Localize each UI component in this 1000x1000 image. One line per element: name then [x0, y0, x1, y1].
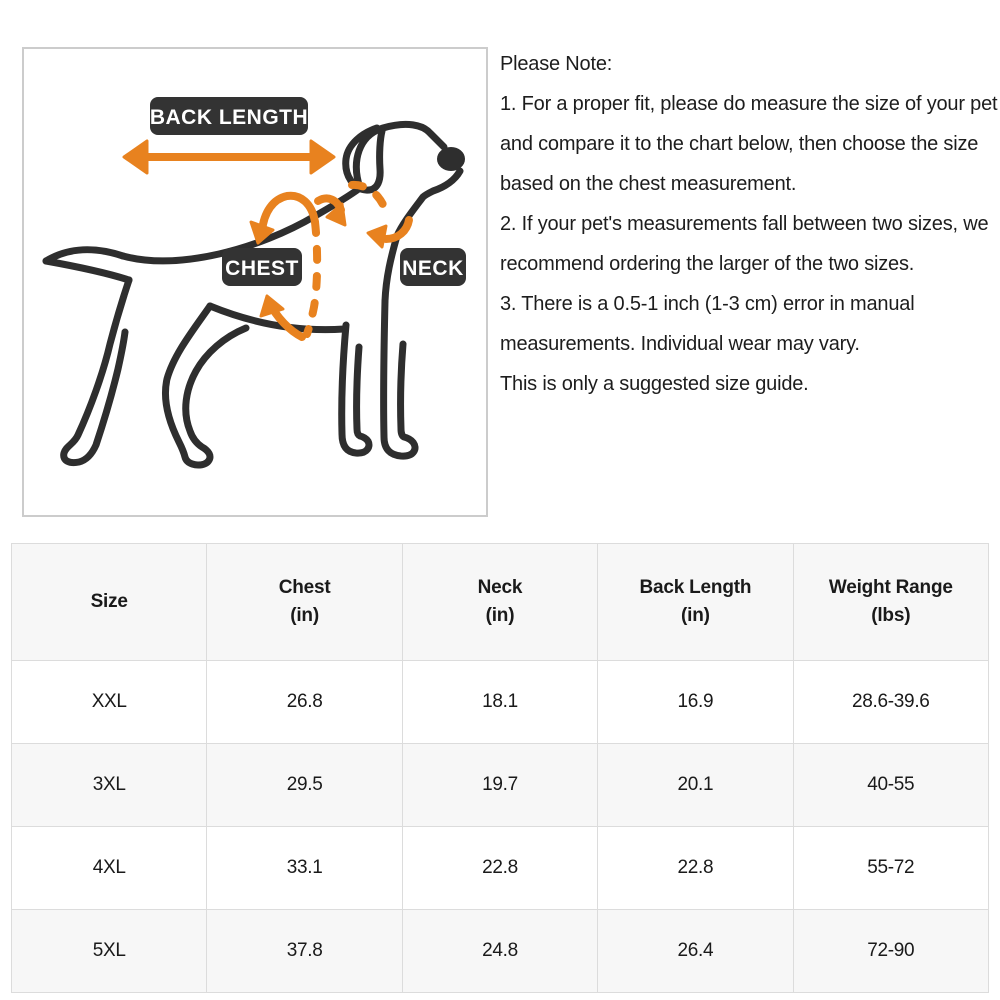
dog-front-leg	[384, 301, 415, 456]
neck-label	[400, 248, 466, 286]
table-cell: 40-55	[793, 744, 988, 827]
note-item: 1. For a proper fit, please do measure the size of your pet and compare it to the chart below, then choose the size based on the chest measurement.	[500, 93, 998, 195]
neck-label-text: NECK	[402, 257, 464, 280]
table-cell: 5XL	[12, 910, 207, 993]
table-cell: 28.6-39.6	[793, 661, 988, 744]
neck-girth-arrow-icon	[318, 185, 409, 247]
size-table-header-row	[12, 544, 989, 661]
table-cell: 22.8	[402, 827, 597, 910]
table-cell: 72-90	[793, 910, 988, 993]
chest-label-text: CHEST	[225, 257, 299, 280]
column-header: Weight Range (lbs)	[793, 544, 988, 661]
table-cell: 20.1	[598, 744, 793, 827]
table-cell: 37.8	[207, 910, 402, 993]
table-cell: 18.1	[402, 661, 597, 744]
notes-title: Please Note:	[500, 53, 613, 75]
column-header: Back Length (in)	[598, 544, 793, 661]
dog-nose	[437, 147, 465, 171]
column-header: Neck (in)	[402, 544, 597, 661]
dog-ear	[346, 128, 382, 190]
dog-diagram-svg	[24, 49, 486, 515]
dog-hind-leg	[64, 280, 129, 463]
table-cell: 55-72	[793, 827, 988, 910]
notes-list	[500, 84, 1000, 404]
dog-hind-leg	[165, 306, 246, 465]
table-cell: 3XL	[12, 744, 207, 827]
note-item: 3. There is a 0.5-1 inch (1-3 cm) error in manual measurements. Individual wear may vary.	[500, 293, 915, 355]
table-row	[12, 744, 989, 827]
table-cell: 19.7	[402, 744, 597, 827]
table-cell: 29.5	[207, 744, 402, 827]
table-row	[12, 827, 989, 910]
back-length-label-text: BACK LENGTH	[149, 106, 309, 129]
table-cell: 22.8	[598, 827, 793, 910]
table-cell: 16.9	[598, 661, 793, 744]
chest-label	[222, 248, 302, 286]
size-table-body	[12, 661, 989, 993]
column-header: Chest (in)	[207, 544, 402, 661]
table-cell: 26.4	[598, 910, 793, 993]
dog-outline-illustration	[46, 124, 465, 465]
table-row	[12, 661, 989, 744]
table-cell: 24.8	[402, 910, 597, 993]
note-item: This is only a suggested size guide.	[500, 373, 809, 395]
table-cell: XXL	[12, 661, 207, 744]
table-cell: 26.8	[207, 661, 402, 744]
back-length-label	[150, 97, 308, 135]
dog-tail	[46, 250, 123, 261]
table-cell: 4XL	[12, 827, 207, 910]
size-table	[11, 543, 989, 993]
notes-section	[500, 44, 1000, 404]
back-length-arrow-icon	[124, 141, 334, 173]
size-table-header	[12, 544, 989, 661]
table-row	[12, 910, 989, 993]
table-cell: 33.1	[207, 827, 402, 910]
note-item: 2. If your pet's measurements fall between two sizes, we recommend ordering the larger of the two sizes.	[500, 213, 989, 275]
dog-measurement-diagram	[22, 47, 488, 517]
dog-front-leg	[342, 325, 369, 453]
column-header: Size	[12, 544, 207, 661]
dog-tail	[46, 261, 129, 280]
